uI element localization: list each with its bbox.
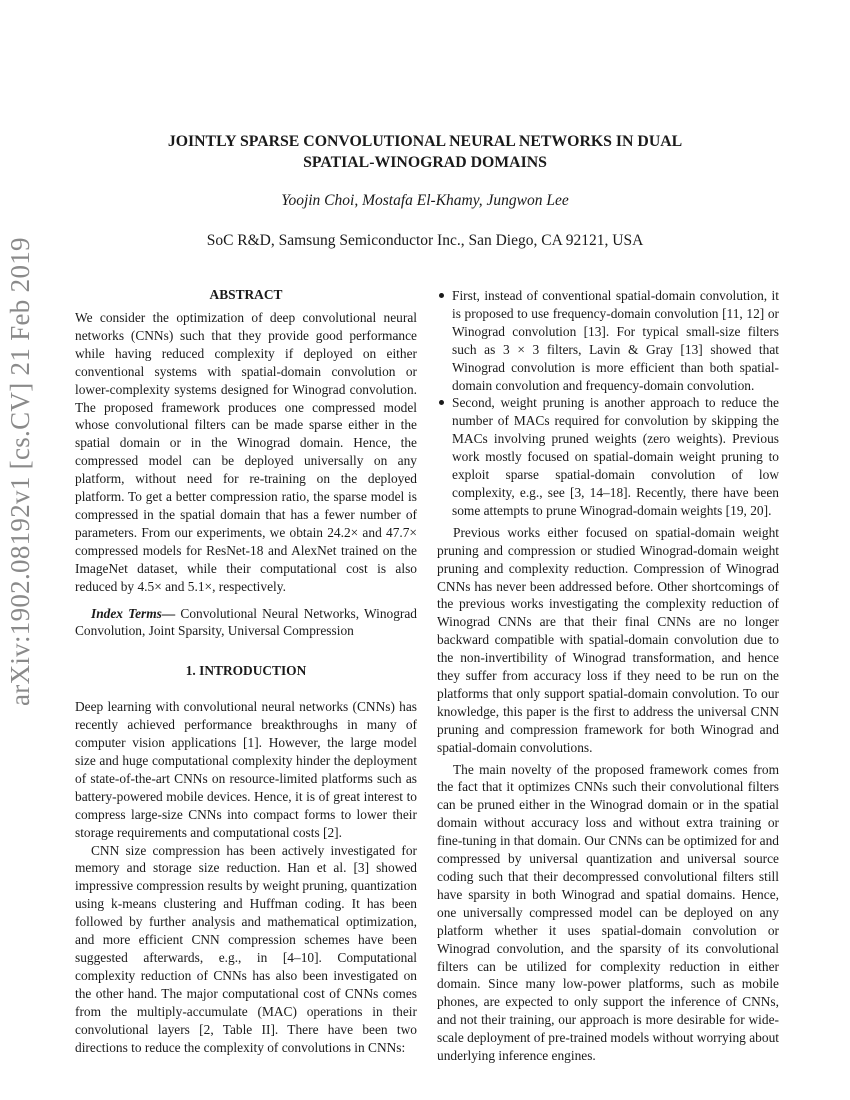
- intro-paragraph-1: Deep learning with convolutional neural networks (CNNs) has recently achieved performance breakthroughs in many of computer vision applications [1]. However, the large model size and huge computational complexity hinder the deployment of state-of-the-art CNNs on resource-limited platforms such as battery-powered mobile devices. Hence, it is of great interest to compress large-size CNNs into compact forms to lower their storage requirements and computational costs [2].: [75, 699, 417, 840]
- approach-list: [437, 287, 779, 520]
- abstract-text: We consider the optimization of deep convolutional neural networks (CNNs) such that they provide good performance while having reduced complexity if deployed on either conventional systems with spatial-domain convolution or lower-complexity systems designed for Winograd convolution. The proposed framework produces one compressed model whose convolutional filters can be made sparse either in the spatial domain or in the Winograd domain. Hence, the compressed model can be deployed universally on any platform, without need for re-training on the deployed platform. To get a better compression ratio, the sparse model is compressed in the spatial domain that has a fewer number of parameters. From our experiments, we obtain 24.2× and 47.7× compressed models for ResNet-18 and AlexNet trained on the ImageNet dataset, while their computational cost is also reduced by 4.5× and 5.1×, respectively.: [75, 310, 417, 594]
- bullet-icon: [439, 293, 444, 298]
- right-paragraph-2: The main novelty of the proposed framework comes from the fact that it optimizes CNNs such their convolutional filters can be pruned either in the Winograd domain or in the spatial domain without accuracy loss and without extra training or fine-tuning in that domain. Our CNNs can be optimized for and compressed by universal quantization and universal source coding such that their decompressed convolutional filters still have sparsity in both Winograd and spatial domains. Hence, one universally compressed model can be deployed on any platform whether it uses spatial-domain convolution or Winograd convolution, and the sparsity of its convolutional filters can be utilized for complexity reduction in either domain. Since many low-power platforms, such as mobile phones, are expected to only support the inference of CNNs, and not their training, our approach is more desirable for wide-scale deployment of pre-trained models without worrying about underlying inference engines.: [437, 761, 779, 1064]
- left-column: [75, 286, 417, 1056]
- introduction-heading: 1. INTRODUCTION: [185, 663, 307, 679]
- paper-title-line-2: SPATIAL-WINOGRAD DOMAINS: [303, 154, 547, 171]
- index-terms-text: Convolutional Neural Networks, Winograd Convolution, Joint Sparsity, Universal Compression: [75, 605, 418, 639]
- paper-title-line-1: JOINTLY SPARSE CONVOLUTIONAL NEURAL NETWORKS IN DUAL: [167, 133, 683, 150]
- arxiv-identifier: arXiv:1902.08192v1 [cs.CV] 21 Feb 2019: [5, 237, 35, 706]
- list-item: [437, 287, 779, 394]
- list-item: [437, 394, 779, 519]
- right-column: [437, 287, 779, 1065]
- index-terms-label: Index Terms—: [91, 605, 176, 621]
- paper-title: [75, 131, 775, 173]
- author-list: Yoojin Choi, Mostafa El-Khamy, Jungwon Lee: [281, 192, 569, 209]
- intro-paragraph-2: CNN size compression has been actively investigated for memory and storage size reduction. Han et al. [3] showed impressive compression results by weight pruning, quantization using k-means clustering and Huffman coding. It has been followed by further analysis and mathematical optimization, and more efficient CNN compression schemes have been suggested afterwards, e.g., in [4–10]. Computational complexity reduction of CNNs has also been investigated on the other hand. The major computational cost of CNNs comes from the multiply-accumulate (MAC) operations in their convolutional layers [2, Table II]. There have been two directions to reduce the complexity of convolutions in CNNs:: [75, 842, 417, 1055]
- abstract-heading: ABSTRACT: [209, 287, 283, 302]
- index-terms: [75, 605, 417, 641]
- bullet-text-1: First, instead of conventional spatial-domain convolution, it is proposed to use frequency-domain convolution [11, 12] or Winograd convolution [13]. For typical small-size filters such as 3 × 3 filters, Lavin & Gray [13] showed that Winograd convolution is more efficient than both spatial-domain convolution and frequency-domain convolution.: [452, 288, 779, 393]
- right-paragraph-1: Previous works either focused on spatial-domain weight pruning and compression or studied Winograd-domain weight pruning and complexity reduction. Compression of Winograd CNNs has never been addressed before. Other shortcomings of the previous works investigating the complexity reduction of Winograd CNNs are that their final CNNs are no longer backward compatible with spatial-domain convolution due to the non-invertibility of Winograd transformation, and hence they suffer from accuracy loss if they need to be run on the platforms that only support spatial-domain convolution. To our knowledge, this paper is the first to address the universal CNN pruning and compression framework for both Winograd and spatial-domain convolutions.: [437, 524, 779, 755]
- affiliation: SoC R&D, Samsung Semiconductor Inc., San Diego, CA 92121, USA: [206, 232, 644, 249]
- bullet-text-2: Second, weight pruning is another approach to reduce the number of MACs required for convolution by skipping the MACs involving pruned weights (zero weights). Previous work mostly focused on spatial-domain weight pruning to exploit sparse spatial-domain convolution of low complexity, e.g., see [3, 14–18]. Recently, there have been some attempts to prune Winograd-domain weights [19, 20].: [452, 395, 779, 518]
- bullet-icon: [439, 400, 444, 405]
